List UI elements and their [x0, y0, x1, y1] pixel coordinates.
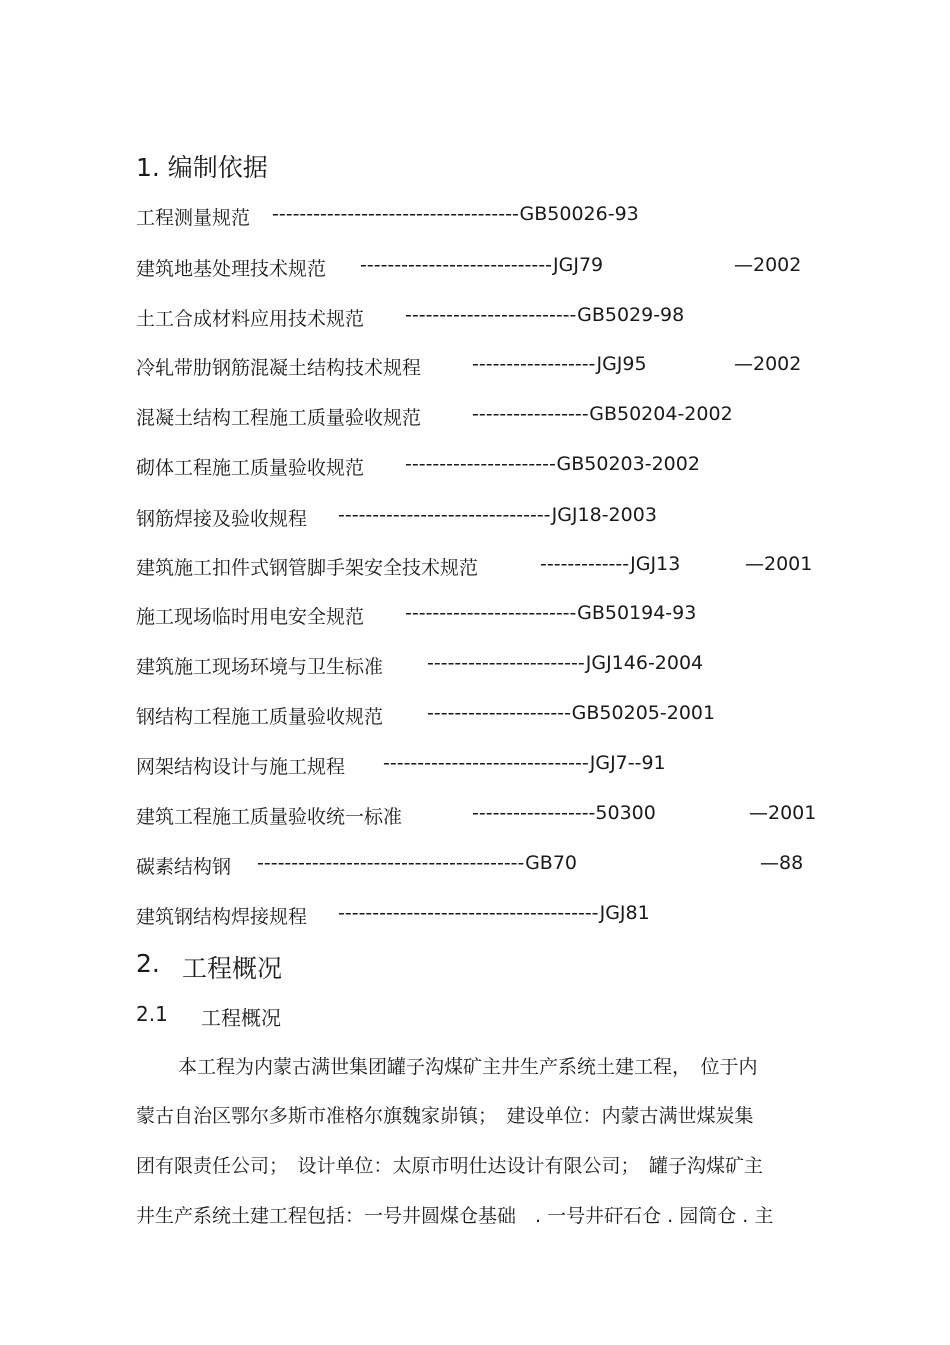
standard-name: 土工合成材料应用技术规范 [136, 308, 365, 330]
standard-year: —2002 [734, 353, 802, 375]
paragraph-line: 井生产系统土建工程包括：一号井圆煤仓基础 . 一号井矸石仓 . 园筒仓 . 主 [136, 1205, 774, 1227]
standard-name: 施工现场临时用电安全规范 [136, 606, 365, 628]
standard-name: 建筑施工扣件式钢管脚手架安全技术规范 [136, 557, 479, 579]
subsection-heading: 工程概况 [201, 1006, 281, 1030]
standard-code: -----------------------JGJ146-2004 [427, 652, 704, 674]
standard-name: 工程测量规范 [136, 207, 251, 229]
section-1-heading: 1. 编制依据 [136, 153, 268, 182]
standard-name: 砌体工程施工质量验收规范 [136, 457, 365, 479]
standard-code: -------------JGJ13 [540, 553, 681, 575]
standard-name: 建筑钢结构焊接规程 [136, 906, 308, 928]
section-2-heading: 工程概况 [182, 954, 283, 983]
standard-name: 钢筋焊接及验收规程 [136, 508, 308, 530]
standard-code: --------------------------------------JGJ81 [338, 902, 650, 924]
standard-code: ---------------------GB50205-2001 [427, 702, 716, 724]
standard-name: 冷轧带肋钢筋混凝土结构技术规程 [136, 357, 422, 379]
standard-code: -----------------GB50204-2002 [472, 403, 733, 425]
standard-code: ----------------------GB50203-2002 [405, 453, 700, 475]
standard-name: 建筑地基处理技术规范 [136, 258, 327, 280]
standard-name: 碳素结构钢 [136, 856, 232, 878]
standard-code: -------------------------------JGJ18-2003 [338, 504, 657, 526]
paragraph-line: 蒙古自治区鄂尔多斯市准格尔旗魏家峁镇； 建设单位：内蒙古满世煤炭集 [136, 1105, 754, 1127]
section-2-number: 2. [136, 949, 160, 978]
standard-name: 建筑工程施工质量验收统一标准 [136, 806, 403, 828]
standard-year: —88 [760, 852, 804, 874]
standard-name: 钢结构工程施工质量验收规范 [136, 706, 384, 728]
standard-code: ------------------------------JGJ7--91 [383, 752, 666, 774]
subsection-number: 2.1 [136, 1002, 168, 1026]
paragraph-line: 团有限责任公司； 设计单位：太原市明仕达设计有限公司； 罐子沟煤矿主 [136, 1155, 764, 1177]
standard-name: 建筑施工现场环境与卫生标准 [136, 656, 384, 678]
standard-name: 网架结构设计与施工规程 [136, 756, 346, 778]
standard-code: ------------------50300 [472, 802, 656, 824]
standard-code: ---------------------------------------GB70 [257, 852, 578, 874]
standard-code: ------------------JGJ95 [472, 353, 647, 375]
standard-year: —2001 [745, 553, 813, 575]
standard-code: ------------------------------------GB50026-93 [272, 203, 639, 225]
standard-year: —2002 [734, 254, 802, 276]
standard-code: ----------------------------JGJ79 [360, 254, 604, 276]
standard-code: -------------------------GB50194-93 [405, 602, 697, 624]
standard-year: —2001 [749, 802, 817, 824]
standard-name: 混凝土结构工程施工质量验收规范 [136, 407, 422, 429]
standard-code: -------------------------GB5029-98 [405, 304, 685, 326]
paragraph-line: 本工程为内蒙古满世集团罐子沟煤矿主井生产系统土建工程， 位于内 [178, 1056, 758, 1078]
